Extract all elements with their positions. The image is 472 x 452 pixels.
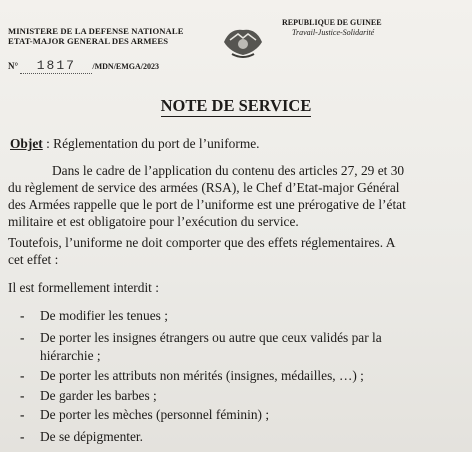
list-item-text: De modifier les tenues ; [40, 308, 168, 323]
bullet-dash: - [20, 330, 25, 345]
header-left [8, 26, 184, 46]
list-item-continuation: hiérarchie ; [40, 348, 101, 363]
list-item-text: De garder les barbes ; [40, 388, 157, 403]
paragraph2-line-2: cet effet : [8, 252, 59, 267]
header-right [282, 18, 382, 38]
list-item-text: De porter les mèches (personnel féminin) ; [40, 407, 270, 422]
list-item [0, 368, 472, 386]
bullet-dash: - [20, 388, 25, 403]
list-item [0, 429, 472, 447]
list-item [0, 330, 472, 348]
prohibition-intro: Il est formellement interdit : [8, 280, 159, 295]
list-item [0, 388, 472, 406]
republic-name: REPUBLIQUE DE GUINEE [282, 18, 382, 27]
paragraph1-line-2: du règlement de service des armées (RSA), le Chef d’Etat-major Général [8, 180, 400, 195]
list-item-text: De porter les insignes étrangers ou autre que ceux validés par la [40, 330, 382, 345]
objet-line [10, 136, 260, 152]
paragraph1-line-1: Dans le cadre de l’application du contenu des articles 27, 29 et 30 [52, 163, 405, 178]
bullet-dash: - [20, 407, 25, 422]
list-item-text: De porter les attributs non mérités (insignes, médailles, …) ; [40, 368, 364, 383]
ref-number: 1817 [20, 58, 92, 74]
paragraph2-line-1: Toutefois, l’uniforme ne doit comporter que des effets réglementaires. A [8, 235, 396, 250]
document-title-text: NOTE DE SERVICE [160, 96, 312, 115]
national-motto: Travail-Justice-Solidarité [292, 28, 375, 37]
bullet-dash: - [20, 308, 25, 323]
ministry-name: MINISTERE DE LA DEFENSE NATIONALE [8, 26, 184, 36]
ref-suffix: /MDN/EMGA/2023 [92, 62, 160, 71]
list-item [0, 407, 472, 425]
list-item [0, 308, 472, 326]
bullet-dash: - [20, 368, 25, 383]
guinea-coat-of-arms-icon [218, 22, 268, 62]
paragraph1-line-3: des Armées rappelle que le port de l’uniforme est une prérogative de l’état [8, 197, 406, 212]
bullet-dash: - [20, 429, 25, 444]
document-title [0, 96, 472, 116]
objet-label: Objet [10, 136, 43, 151]
reference-line [8, 58, 159, 74]
paragraph1-line-4: militaire et est obligatoire pour l’exécution du service. [8, 214, 299, 229]
objet-text: : Réglementation du port de l’uniforme. [42, 136, 260, 151]
ref-prefix: N° [8, 61, 19, 71]
staff-name: ETAT-MAJOR GENERAL DES ARMEES [8, 36, 169, 46]
list-item-text: De se dépigmenter. [40, 429, 143, 444]
